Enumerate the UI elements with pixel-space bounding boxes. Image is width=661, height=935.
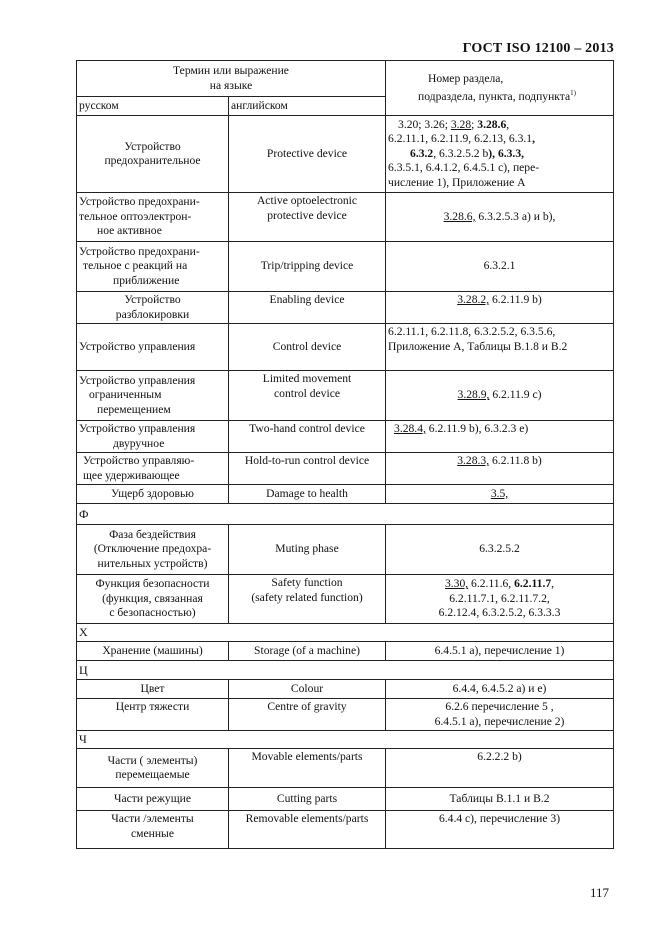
section-refs: 6.2.6 перечисление 5 , 6.4.5.1 а), перечисление 2) (386, 699, 614, 731)
term-en: Removable elements/parts (229, 811, 386, 849)
table-row (77, 453, 614, 485)
section-refs: 3.28.6, 6.3.2.5.3 а) и b), (386, 193, 614, 242)
term-ru: Устройство управления (77, 324, 229, 371)
table-row (77, 699, 614, 731)
table-row (77, 193, 614, 242)
term-en: Control device (229, 324, 386, 371)
term-en: Storage (of a machine) (229, 642, 386, 661)
section-letter: Ч (77, 731, 614, 749)
term-en: Cutting parts (229, 788, 386, 811)
term-en: Hold-to-run control device (229, 453, 386, 485)
table-row (77, 242, 614, 292)
term-ru: Функция безопасности (функция, связанная с безопасностью) (77, 575, 229, 624)
section-refs: 3.28.4, 6.2.11.9 b), 6.3.2.3 e) (386, 421, 614, 453)
document-header: ГОСТ ISO 12100 – 2013 (462, 41, 614, 56)
section-letter: Ц (77, 661, 614, 680)
letter-row (77, 624, 614, 642)
term-header: Термин или выражение на языке (77, 61, 386, 97)
term-en: Centre of gravity (229, 699, 386, 731)
term-ru: Устройство предохрани- тельное оптоэлектрон- ное активное (77, 193, 229, 242)
section-letter: Ф (77, 504, 614, 525)
table-row (77, 680, 614, 699)
term-ru: Части /элементы сменные (77, 811, 229, 849)
term-en: Muting phase (229, 525, 386, 575)
term-en: Limited movement control device (229, 371, 386, 421)
table-row (77, 324, 614, 371)
term-ru: Устройство разблокировки (77, 292, 229, 324)
term-ru: Устройство предохрани- тельное с реакций на приближение (77, 242, 229, 292)
term-ru: Центр тяжести (77, 699, 229, 731)
section-header: Номер раздела, подраздела, пункта, подпункта$^{1)}$ (386, 61, 614, 116)
term-en: Damage to health (229, 485, 386, 504)
table-header-row (77, 61, 614, 97)
section-refs: 3.28.3, 6.2.11.8 b) (386, 453, 614, 485)
term-en: Active optoelectronic protective device (229, 193, 386, 242)
section-refs: 6.2.11.1, 6.2.11.8, 6.3.2.5.2, 6.3.5.6, Приложение А, Таблицы В.1.8 и В.2 (386, 324, 614, 371)
table-row (77, 371, 614, 421)
letter-row (77, 504, 614, 525)
term-ru: Части режущие (77, 788, 229, 811)
terms-table (76, 60, 614, 849)
term-ru: Цвет (77, 680, 229, 699)
section-refs: 6.4.4 c), перечисление 3) (386, 811, 614, 849)
section-refs: 3.20; 3.26; 3.28; 3.28.6, 6.2.11.1, 6.2.11.9, 6.2.13, 6.3.1, 6.3.2, 6.3.2.5.2 b), 6.3.3, 6.3.5.1, 6.4.1.2, 6.4.5.1 c), пере- числение 1), Приложение А (386, 116, 614, 193)
term-en: Trip/tripping device (229, 242, 386, 292)
table-row (77, 575, 614, 624)
letter-row (77, 731, 614, 749)
letter-row (77, 661, 614, 680)
term-ru: Устройство управления ограниченным перемещением (77, 371, 229, 421)
section-refs: 6.4.4, 6.4.5.2 а) и е) (386, 680, 614, 699)
table-row (77, 116, 614, 193)
table-row (77, 788, 614, 811)
term-en: Two-hand control device (229, 421, 386, 453)
section-letter: Х (77, 624, 614, 642)
section-refs: Таблицы В.1.1 и В.2 (386, 788, 614, 811)
term-en: Colour (229, 680, 386, 699)
section-refs: 6.4.5.1 а), перечисление 1) (386, 642, 614, 661)
term-ru: Части ( элементы) перемещаемые (77, 749, 229, 788)
term-ru: Хранение (машины) (77, 642, 229, 661)
table-row (77, 525, 614, 575)
table-row (77, 749, 614, 788)
section-refs: 3.28.9, 6.2.11.9 с) (386, 371, 614, 421)
term-en: Enabling device (229, 292, 386, 324)
section-refs: 3.28.2, 6.2.11.9 b) (386, 292, 614, 324)
page-number: 117 (589, 885, 609, 900)
term-ru: Устройство предохранительное (77, 116, 229, 193)
section-refs: 6.3.2.5.2 (386, 525, 614, 575)
term-en: Movable elements/parts (229, 749, 386, 788)
table-row (77, 292, 614, 324)
table-row (77, 811, 614, 849)
term-ru: Фаза бездействия (Отключение предохра- нительных устройств) (77, 525, 229, 575)
table-row (77, 421, 614, 453)
english-header: английском (229, 97, 386, 116)
section-refs: 6.3.2.1 (386, 242, 614, 292)
section-refs: 6.2.2.2 b) (386, 749, 614, 788)
section-refs: 3.30, 6.2.11.6, 6.2.11.7, 6.2.11.7.1, 6.2.11.7.2, 6.2.12.4, 6.3.2.5.2, 6.3.3.3 (386, 575, 614, 624)
table-row (77, 485, 614, 504)
term-ru: Ущерб здоровью (77, 485, 229, 504)
russian-header: русском (77, 97, 229, 116)
table-row (77, 642, 614, 661)
term-ru: Устройство управления двуручное (77, 421, 229, 453)
term-ru: Устройство управляю- щее удерживающее (77, 453, 229, 485)
section-refs: 3.5, (386, 485, 614, 504)
term-en: Protective device (229, 116, 386, 193)
term-en: Safety function (safety related function) (229, 575, 386, 624)
